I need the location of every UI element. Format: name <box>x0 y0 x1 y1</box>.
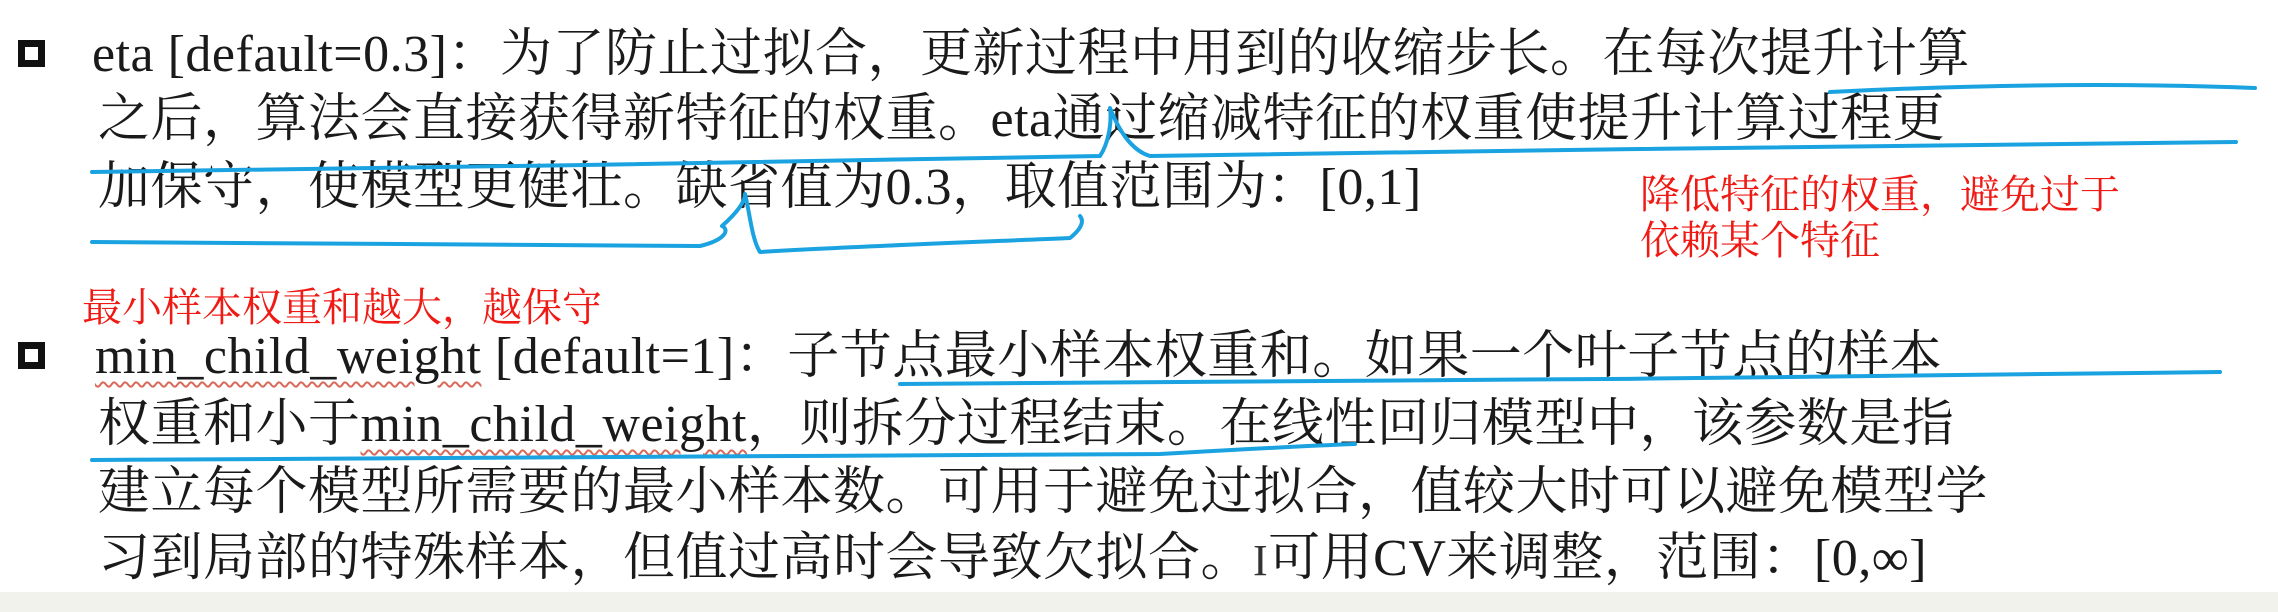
annotation-eta-line-1: 降低特征的权重，避免过于 <box>1640 172 2120 218</box>
eta-line-2: 之后，算法会直接获得新特征的权重。eta通过缩减特征的权重使提升计算过程更 <box>98 91 1946 148</box>
eta-line-1: eta [default=0.3]：为了防止过拟合，更新过程中用到的收缩步长。在每次提升计算 <box>92 26 1970 83</box>
mcw-line-2 <box>98 395 1954 455</box>
bullet-square-min-child-weight <box>18 342 45 369</box>
mcw-line-4 <box>98 529 1927 591</box>
bottom-band <box>0 592 2278 612</box>
text-cursor-icon: I <box>1253 536 1269 585</box>
annotation-min-child-weight: 最小样本权重和越大，越保守 <box>82 285 602 331</box>
param-name-min-child-weight: min_child_weight <box>95 328 482 385</box>
mcw-line-4-pre: 习到局部的特殊样本，但值过高时会导致欠拟合。 <box>98 530 1254 587</box>
inline-param-min-child-weight: min_child_weight <box>360 396 747 453</box>
mcw-line-2-pre: 权重和小于 <box>98 396 361 453</box>
mcw-line-1 <box>95 327 1942 387</box>
eta-line-3: 加保守，使模型更健壮。缺省值为0.3，取值范围为：[0,1] <box>98 159 1422 216</box>
annotation-eta-line-2: 依赖某个特征 <box>1640 218 1880 264</box>
mcw-line-1-rest: [default=1]：子节点最小样本权重和。如果一个叶子节点的样本 <box>481 328 1943 385</box>
mcw-line-3: 建立每个模型所需要的最小样本数。可用于避免过拟合，值较大时可以避免模型学 <box>98 464 1989 521</box>
mcw-line-4-post: 可用CV来调整，范围：[0,∞] <box>1268 530 1928 587</box>
bullet-square-eta <box>18 40 45 67</box>
mcw-line-2-post: ，则拆分过程结束。在线性回归模型中，该参数是指 <box>746 396 1955 453</box>
